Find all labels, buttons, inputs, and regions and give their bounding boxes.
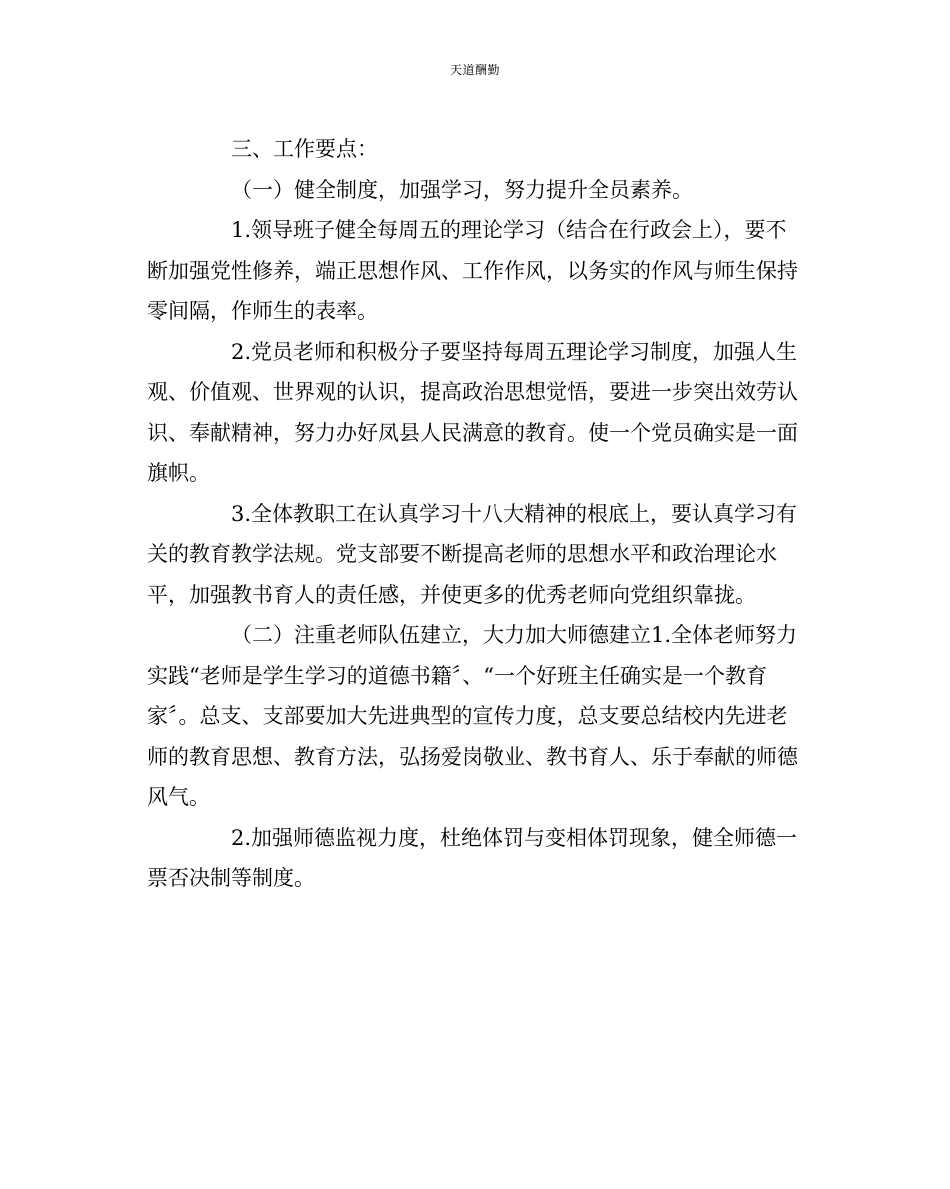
paragraph: （二）注重老师队伍建立，大力加大师德建立1.全体老师努力实践“老师是学生学习的道德书籍〞、“一个好班主任确实是一个教育家〞。总支、支部要加大先进典型的宣传力度，总支要总结校内先进老师的教育思想、教育方法，弘扬爱岗敬业、教书育人、乐于奉献的师德风气。 xyxy=(147,623,798,809)
document-body xyxy=(147,129,807,899)
page-header: 天道酬勤 xyxy=(449,63,500,77)
paragraph: 2.党员老师和积极分子要坚持每周五理论学习制度，加强人生观、价值观、世界观的认识，提高政治思想觉悟，要进一步突出效劳认识、奉献精神，努力办好凤县人民满意的教育。使一个党员确实是一面旗帜。 xyxy=(147,339,798,485)
paragraph: 2.加强师德监视力度，杜绝体罚与变相体罚现象，健全师德一票否决制等制度。 xyxy=(147,825,798,890)
paragraph: 1.领导班子健全每周五的理论学习（结合在行政会上），要不断加强党性修养，端正思想作风、工作作风，以务实的作风与师生保持零间隔，作师生的表率。 xyxy=(147,218,798,323)
subsection-heading: （一）健全制度，加强学习，努力提升全员素养。 xyxy=(231,177,693,202)
paragraph: 3.全体教职工在认真学习十八大精神的根底上，要认真学习有关的教育教学法规。党支部要不断提高老师的思想水平和政治理论水平，加强教书育人的责任感，并使更多的优秀老师向党组织靠拢。 xyxy=(147,501,798,607)
section-heading: 三、工作要点： xyxy=(231,137,378,161)
